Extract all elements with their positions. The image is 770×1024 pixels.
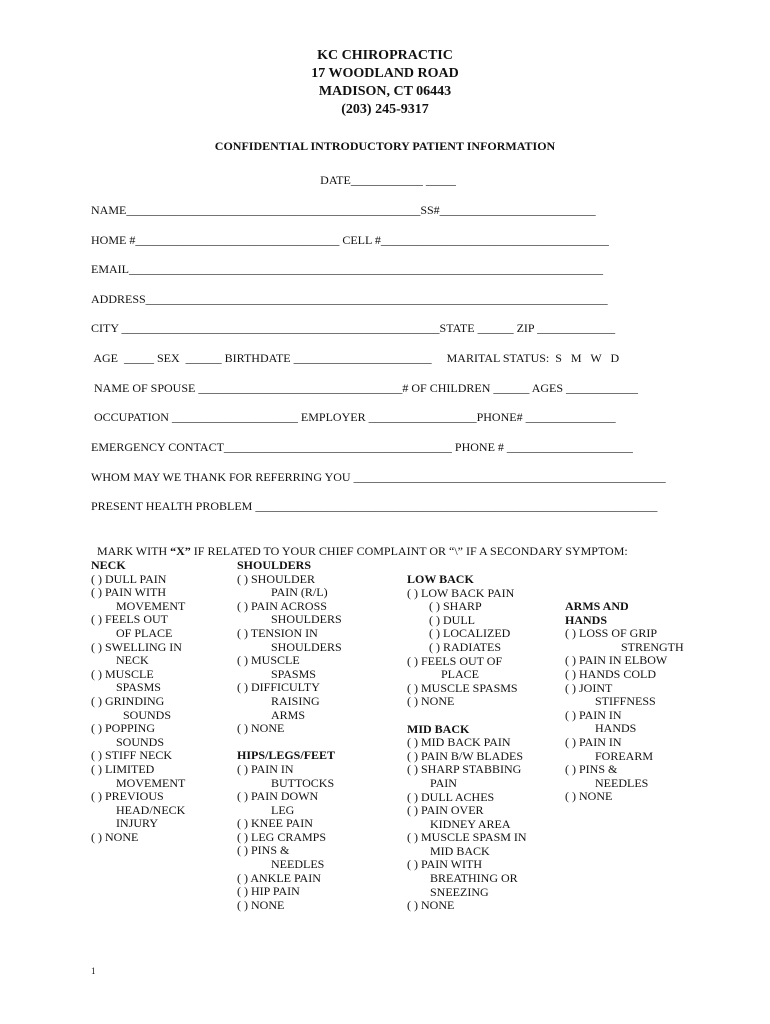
clinic-city: MADISON, CT 06443	[318, 84, 452, 99]
low-back-item[interactable]: ( ) DULL	[429, 612, 475, 627]
neck-item-cont: SOUNDS	[116, 734, 165, 749]
hips-item[interactable]: ( ) HIP PAIN	[237, 884, 300, 899]
neck-item[interactable]: ( ) MUSCLE	[91, 666, 154, 681]
mid-back-item-cont: SNEEZING	[430, 884, 489, 899]
hips-item[interactable]: ( ) KNEE PAIN	[237, 816, 313, 831]
neck-item-cont: NECK	[116, 653, 149, 668]
low-back-item[interactable]: ( ) FEELS OUT OF	[407, 653, 503, 668]
shoulders-item-cont: SPASMS	[271, 666, 316, 681]
name-ss-field[interactable]: NAME_________________________________________________SS#__________________________	[91, 203, 596, 217]
present-problem-field[interactable]: PRESENT HEALTH PROBLEM ___________________________________________________________________	[91, 499, 658, 513]
hips-item[interactable]: ( ) NONE	[237, 897, 285, 912]
arms-item[interactable]: ( ) PINS &	[565, 762, 618, 777]
hips-title: HIPS/LEGS/FEET	[237, 748, 336, 763]
low-back-section	[407, 573, 527, 913]
neck-item-cont: HEAD/NECK	[116, 802, 186, 817]
shoulders-item-cont: RAISING	[271, 693, 320, 708]
instruction-x: “X”	[170, 544, 191, 558]
neck-item[interactable]: ( ) GRINDING	[91, 693, 165, 708]
low-back-title: LOW BACK	[407, 572, 474, 586]
shoulders-item[interactable]: ( ) DIFFICULTY	[237, 680, 320, 695]
arms-item[interactable]: ( ) LOSS OF GRIP	[565, 626, 658, 641]
mid-back-item[interactable]: ( ) DULL ACHES	[407, 789, 495, 804]
clinic-phone: (203) 245-9317	[341, 102, 429, 117]
shoulders-item[interactable]: ( ) TENSION IN	[237, 625, 318, 640]
city-state-zip-field[interactable]: CITY _____________________________________________________STATE ______ ZIP _____________	[91, 321, 616, 335]
spouse-field[interactable]: NAME OF SPOUSE __________________________________# OF CHILDREN ______ AGES ____________	[91, 381, 639, 395]
neck-item[interactable]: ( ) DULL PAIN	[91, 571, 167, 586]
shoulders-item[interactable]: ( ) SHOULDER	[237, 571, 315, 586]
arms-item[interactable]: ( ) PAIN IN	[565, 707, 622, 722]
home-cell-field[interactable]: HOME #__________________________________ CELL #______________________________________	[91, 233, 609, 247]
mid-back-item[interactable]: ( ) MUSCLE SPASM IN	[407, 830, 527, 845]
neck-title: NECK	[91, 558, 126, 572]
arms-item-cont: HANDS	[595, 721, 637, 736]
mid-back-item-cont: MID BACK	[430, 843, 490, 858]
mid-back-item[interactable]: ( ) NONE	[407, 898, 455, 913]
shoulders-item-cont: SHOULDERS	[271, 639, 342, 654]
neck-section	[91, 559, 185, 844]
neck-item-cont: MOVEMENT	[116, 775, 186, 790]
shoulders-title: SHOULDERS	[237, 558, 312, 572]
neck-item[interactable]: ( ) SWELLING IN	[91, 639, 182, 654]
hips-item[interactable]: ( ) PAIN DOWN	[237, 789, 319, 804]
low-back-item[interactable]: ( ) NONE	[407, 694, 455, 709]
neck-item[interactable]: ( ) PREVIOUS	[91, 789, 164, 804]
instruction-text	[91, 529, 628, 559]
shoulders-item-cont: SHOULDERS	[271, 612, 342, 627]
referral-field[interactable]: WHOM MAY WE THANK FOR REFERRING YOU ____________________________________________________	[91, 470, 666, 484]
arms-item[interactable]: ( ) NONE	[565, 789, 613, 804]
shoulders-item[interactable]: ( ) PAIN ACROSS	[237, 598, 327, 613]
emergency-contact-field[interactable]: EMERGENCY CONTACT______________________________________ PHONE # _____________________	[91, 440, 633, 454]
arms-item[interactable]: ( ) PAIN IN	[565, 734, 622, 749]
arms-item-cont: STRENGTH	[621, 639, 684, 654]
hips-item-cont: NEEDLES	[271, 857, 325, 872]
neck-item[interactable]: ( ) PAIN WITH	[91, 585, 166, 600]
neck-item[interactable]: ( ) NONE	[91, 829, 139, 844]
instruction-part2: IF RELATED TO YOUR CHIEF COMPLAINT OR “\” IF A SECONDARY SYMPTOM:	[190, 544, 628, 558]
shoulders-section	[237, 559, 342, 912]
arms-title-line1: ARMS AND	[565, 599, 629, 613]
mid-back-item-cont: PAIN	[430, 775, 457, 790]
instruction-part1: MARK WITH	[97, 544, 171, 558]
arms-item[interactable]: ( ) JOINT	[565, 680, 613, 695]
low-back-item[interactable]: ( ) SHARP	[429, 599, 482, 614]
neck-item-cont: SPASMS	[116, 680, 161, 695]
arms-item[interactable]: ( ) HANDS COLD	[565, 666, 656, 681]
mid-back-item-cont: KIDNEY AREA	[430, 816, 511, 831]
low-back-item[interactable]: ( ) LOW BACK PAIN	[407, 585, 515, 600]
form-title: CONFIDENTIAL INTRODUCTORY PATIENT INFORMATION	[214, 139, 556, 153]
arms-item-cont: NEEDLES	[595, 775, 649, 790]
low-back-item[interactable]: ( ) MUSCLE SPASMS	[407, 680, 518, 695]
clinic-street: 17 WOODLAND ROAD	[311, 66, 459, 81]
neck-item[interactable]: ( ) LIMITED	[91, 761, 155, 776]
mid-back-item[interactable]: ( ) SHARP STABBING	[407, 762, 522, 777]
neck-item-cont: MOVEMENT	[116, 598, 186, 613]
low-back-item[interactable]: ( ) LOCALIZED	[429, 626, 511, 641]
hips-item-cont: LEG	[271, 802, 295, 817]
neck-item-cont: SOUNDS	[123, 707, 172, 722]
arms-section	[565, 600, 684, 804]
date-field[interactable]: DATE____________ _____	[320, 173, 456, 187]
arms-item[interactable]: ( ) PAIN IN ELBOW	[565, 653, 668, 668]
mid-back-title: MID BACK	[407, 721, 470, 736]
occupation-field[interactable]: OCCUPATION _____________________ EMPLOYER __________________PHONE# _______________	[91, 410, 616, 424]
page-number: 1	[91, 966, 96, 976]
mid-back-item[interactable]: ( ) PAIN B/W BLADES	[407, 748, 524, 763]
mid-back-item[interactable]: ( ) PAIN OVER	[407, 803, 484, 818]
shoulders-item[interactable]: ( ) MUSCLE	[237, 653, 300, 668]
shoulders-item-cont: PAIN (R/L)	[271, 585, 328, 600]
mid-back-item[interactable]: ( ) PAIN WITH	[407, 857, 482, 872]
neck-item[interactable]: ( ) STIFF NECK	[91, 748, 173, 763]
shoulders-item-cont: ARMS	[271, 707, 306, 722]
shoulders-item[interactable]: ( ) NONE	[237, 721, 285, 736]
hips-item-cont: BUTTOCKS	[271, 775, 335, 790]
neck-item[interactable]: ( ) POPPING	[91, 721, 156, 736]
age-sex-birthdate-field[interactable]: AGE _____ SEX ______ BIRTHDATE _______________________ MARITAL STATUS: S M W D	[91, 351, 620, 365]
mid-back-item-cont: BREATHING OR	[430, 871, 518, 886]
hips-item[interactable]: ( ) ANKLE PAIN	[237, 870, 321, 885]
neck-item-cont: INJURY	[116, 816, 159, 831]
arms-title-line2: HANDS	[565, 612, 608, 627]
neck-item[interactable]: ( ) FEELS OUT	[91, 612, 168, 627]
arms-item-cont: FOREARM	[595, 748, 654, 763]
low-back-item[interactable]: ( ) RADIATES	[429, 639, 501, 654]
email-field[interactable]: EMAIL_______________________________________________________________________________	[91, 262, 603, 276]
hips-item[interactable]: ( ) PINS &	[237, 843, 290, 858]
neck-item-cont: OF PLACE	[116, 625, 173, 640]
low-back-item-cont: PLACE	[441, 667, 480, 682]
clinic-name: KC CHIROPRACTIC	[317, 48, 453, 63]
arms-item-cont: STIFFNESS	[595, 694, 656, 709]
address-field[interactable]: ADDRESS_____________________________________________________________________________	[91, 292, 608, 306]
hips-item[interactable]: ( ) LEG CRAMPS	[237, 829, 327, 844]
mid-back-item[interactable]: ( ) MID BACK PAIN	[407, 735, 511, 750]
hips-item[interactable]: ( ) PAIN IN	[237, 761, 294, 776]
